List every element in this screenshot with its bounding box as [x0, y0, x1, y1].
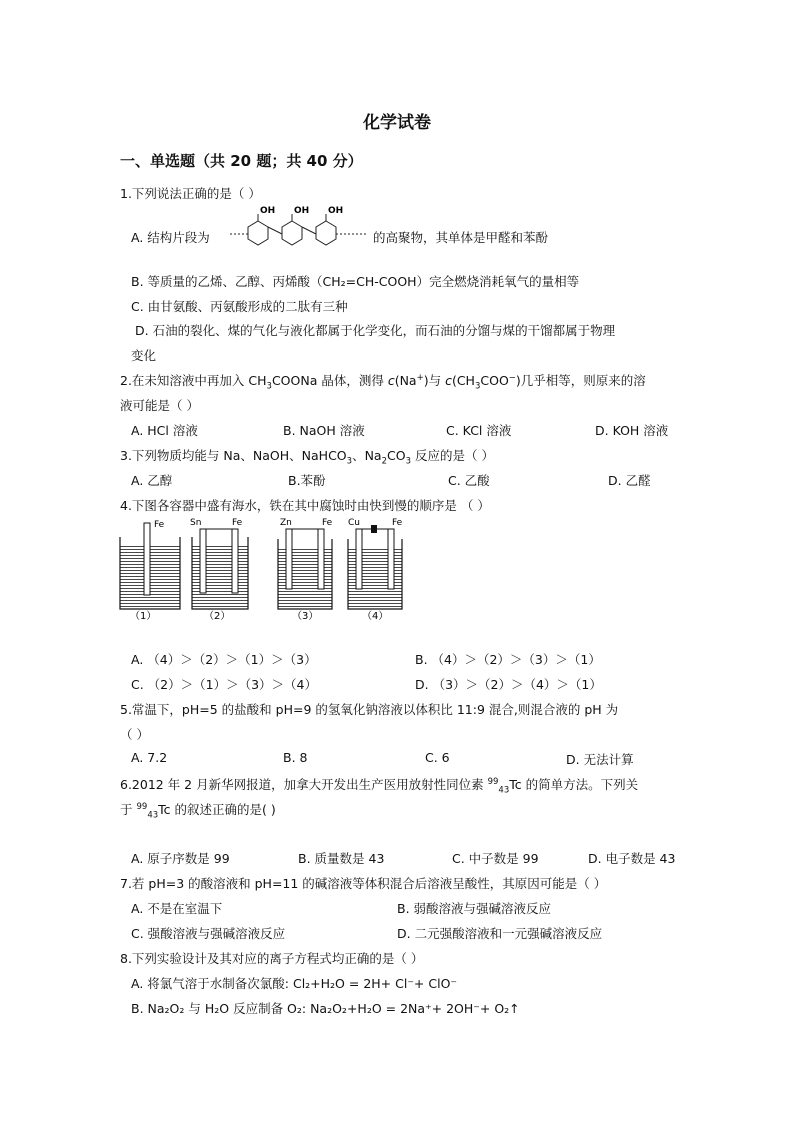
q7-option-a: A. 不是在室温下	[131, 901, 223, 916]
svg-text:Zn: Zn	[280, 518, 292, 528]
q2-option-c: C. KCl 溶液	[446, 423, 512, 438]
q5-option-d: D. 无法计算	[566, 752, 634, 767]
svg-text:Fe: Fe	[322, 518, 333, 528]
q7-stem: 7.若 pH=3 的酸溶液和 pH=11 的碱溶液等体积混合后溶液呈酸性，其原因可能是（ ）	[120, 876, 607, 891]
q6-option-d: D. 电子数是 43	[588, 851, 676, 866]
q1-option-c: C. 由甘氨酸、丙氨酸形成的二肽有三种	[131, 299, 348, 314]
q2-option-a: A. HCl 溶液	[131, 423, 198, 438]
q6-option-a: A. 原子序数是 99	[131, 851, 230, 866]
q7-option-c: C. 强酸溶液与强碱溶液反应	[131, 926, 286, 941]
q5-stem-line2: （ ）	[120, 727, 149, 742]
q8-option-b: B. Na₂O₂ 与 H₂O 反应制备 O₂: Na₂O₂+H₂O = 2Na⁺+ 2OH⁻+ O₂↑	[131, 1001, 520, 1016]
oh-label-2: OH	[294, 206, 310, 216]
svg-text:（4）: （4）	[362, 611, 389, 622]
q1-option-d: D. 石油的裂化、煤的气化与液化都属于化学变化，而石油的分馏与煤的干馏都属于物理	[135, 323, 616, 338]
container-2	[190, 518, 248, 609]
q8-stem: 8.下列实验设计及其对应的离子方程式均正确的是（ ）	[120, 951, 424, 966]
q6-option-b: B. 质量数是 43	[298, 851, 385, 866]
q6-stem-line1: 6.2012 年 2 月新华网报道，加拿大开发出生产医用放射性同位素 $^{99}_{43}$Tc 的简单方法。下列关	[120, 776, 639, 796]
q1-option-a-prefix: A. 结构片段为	[131, 230, 210, 245]
q2-stem-line2: 液可能是（ ）	[120, 398, 199, 413]
q5-stem: 5.常温下，pH=5 的盐酸和 pH=9 的氢氧化钠溶液以体积比 11:9 混合,则混合液的 pH 为	[120, 702, 619, 717]
q1-stem: 1.下列说法正确的是（ ）	[120, 186, 261, 201]
q4-option-c: C. （2）＞（1）＞（3）＞（4）	[131, 677, 317, 692]
container-1	[120, 520, 180, 609]
q3-option-c: C. 乙酸	[448, 473, 490, 488]
svg-text:Cu: Cu	[348, 518, 360, 528]
q1-option-b: B. 等质量的乙烯、乙醇、丙烯酸（CH₂=CH-COOH）完全燃烧消耗氧气的量相等	[131, 274, 580, 289]
corrosion-containers-diagram	[116, 515, 416, 623]
q3-option-b: B.苯酚	[288, 473, 326, 488]
svg-text:Fe: Fe	[154, 520, 165, 530]
container-4	[348, 518, 403, 609]
svg-text:（3）: （3）	[292, 611, 319, 622]
svg-text:Sn: Sn	[190, 518, 202, 528]
q4-option-b: B. （4）＞（2）＞（3）＞（1）	[415, 652, 601, 667]
q8-option-a: A. 将氯气溶于水制备次氯酸: Cl₂+H₂O = 2H+ Cl⁻+ ClO⁻	[131, 976, 458, 991]
page-title: 化学试卷	[363, 113, 431, 133]
q3-stem: 3.下列物质均能与 Na、NaOH、NaHCO$_3$、$Na_2CO_3$ 反应的是（ ）	[120, 448, 494, 467]
q7-option-d: D. 二元强酸溶液和一元强碱溶液反应	[397, 926, 603, 941]
phenol-formaldehyde-structure-diagram	[228, 204, 370, 248]
q2-option-b: B. NaOH 溶液	[283, 423, 365, 438]
svg-text:Fe: Fe	[392, 518, 403, 528]
q5-option-c: C. 6	[425, 750, 450, 765]
q3-option-d: D. 乙醛	[608, 473, 651, 488]
q2-stem-line1: 2.在未知溶液中再加入 $CH_3COONa$ 晶体，测得 c(Na+)与 $c(CH_3COO^-)$几乎相等，则原来的溶	[120, 372, 646, 392]
svg-text:（1）: （1）	[130, 611, 157, 622]
q3-option-a: A. 乙醇	[131, 473, 173, 488]
svg-text:（2）: （2）	[204, 611, 231, 622]
container-3	[278, 518, 333, 609]
q7-option-b: B. 弱酸溶液与强碱溶液反应	[397, 901, 552, 916]
q4-stem: 4.下图各容器中盛有海水，铁在其中腐蚀时由快到慢的顺序是 （ ）	[120, 498, 490, 513]
q4-option-a: A. （4）＞（2）＞（1）＞（3）	[131, 652, 317, 667]
q5-option-b: B. 8	[283, 750, 308, 765]
q1-option-d-continued: 变化	[131, 348, 157, 363]
section-heading: 一、单选题（共 20 题；共 40 分）	[120, 152, 363, 170]
q2-option-d: D. KOH 溶液	[595, 423, 669, 438]
q5-option-a: A. 7.2	[131, 750, 168, 765]
oh-label-1: OH	[260, 206, 276, 216]
oh-label-3: OH	[328, 206, 344, 216]
q1-option-a-suffix: 的高聚物，其单体是甲醛和苯酚	[373, 230, 549, 245]
q4-option-d: D. （3）＞（2）＞（4）＞（1）	[415, 677, 602, 692]
q6-option-c: C. 中子数是 99	[452, 851, 539, 866]
svg-text:Fe: Fe	[232, 518, 243, 528]
q6-stem-line2: 于 $^{99}_{43}$Tc 的叙述正确的是( )	[120, 801, 276, 821]
